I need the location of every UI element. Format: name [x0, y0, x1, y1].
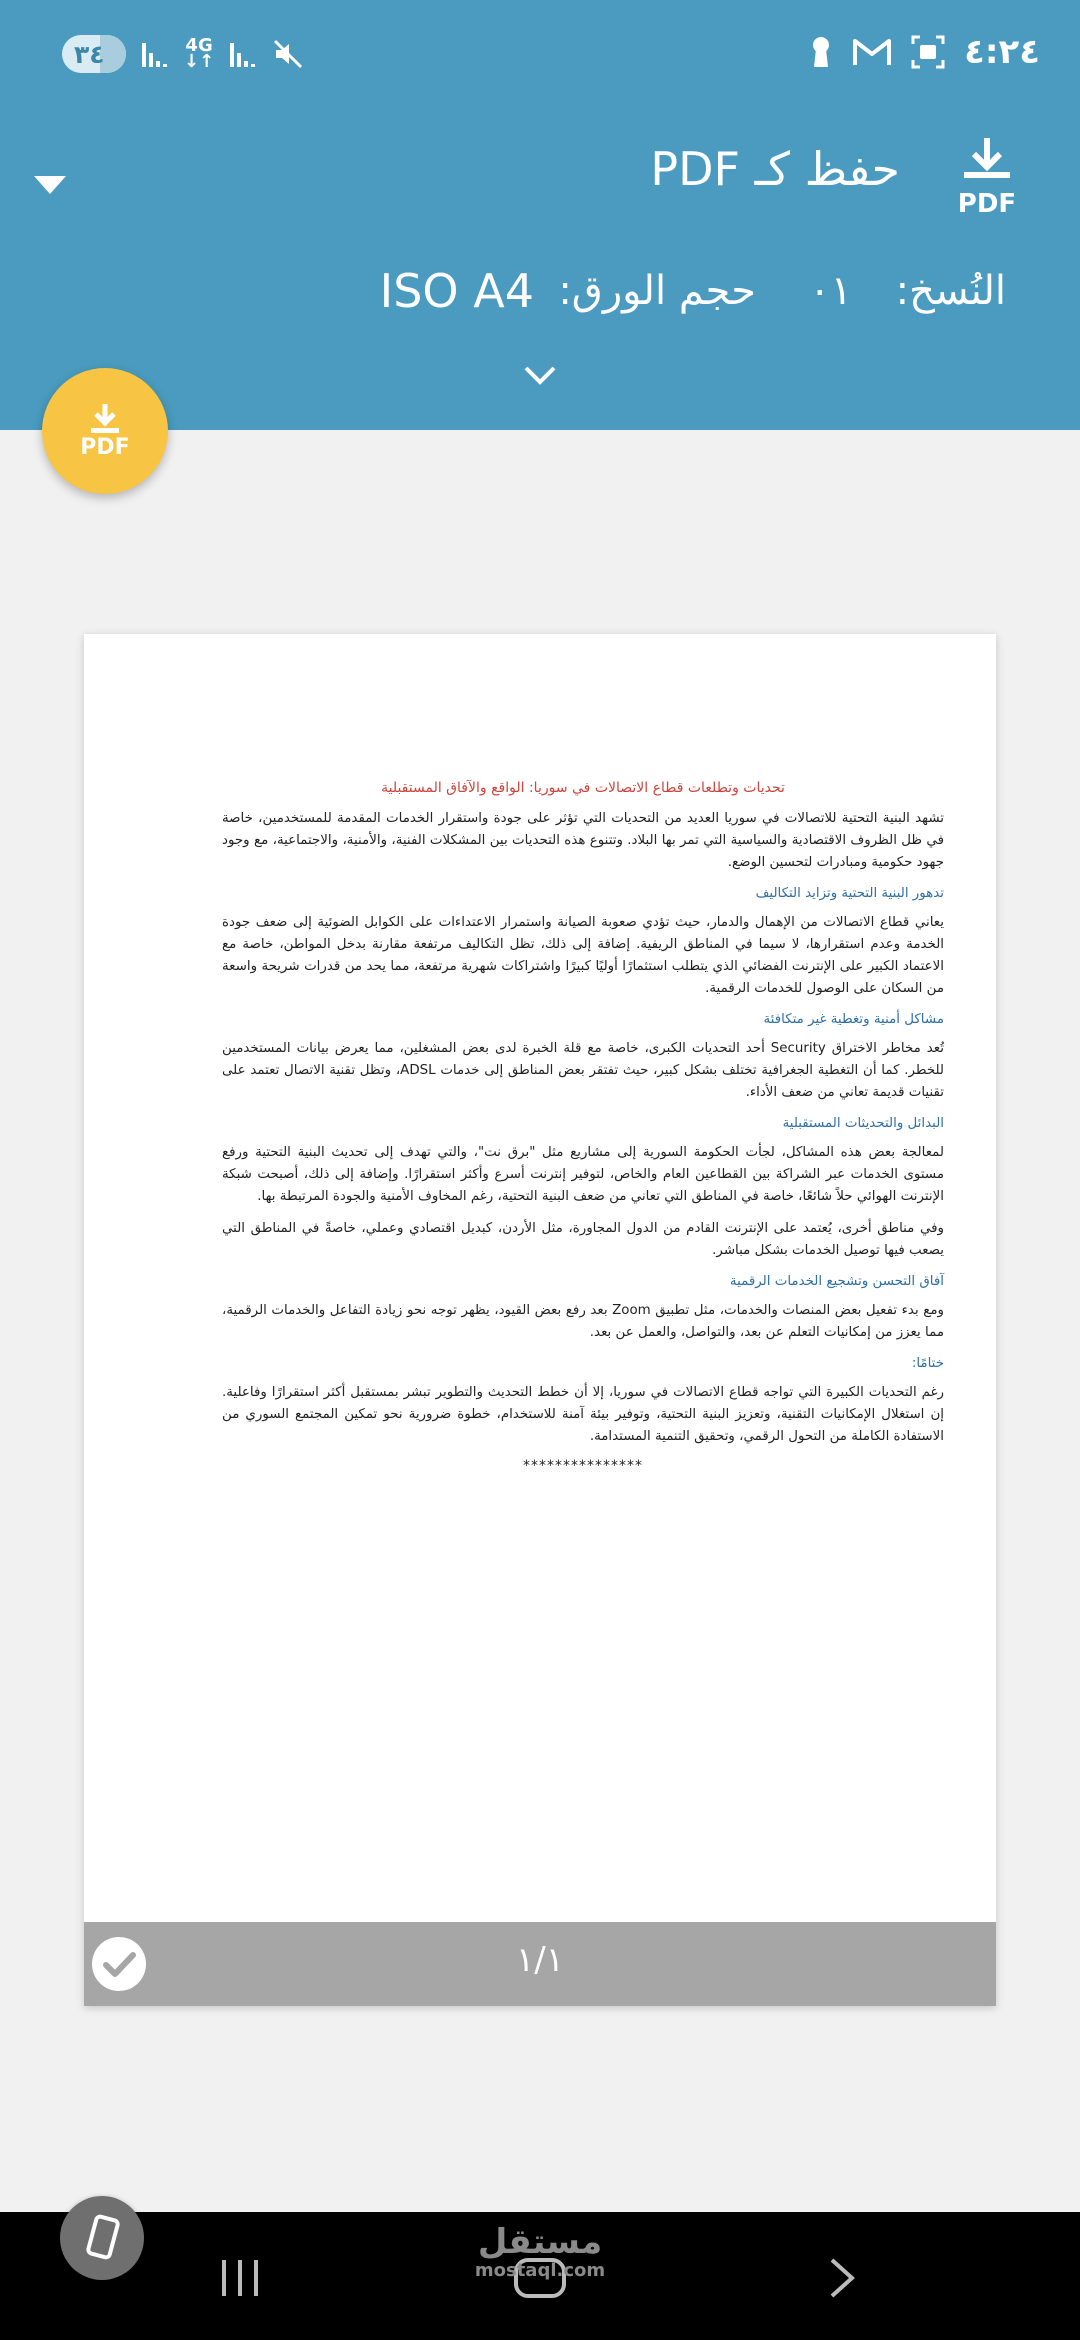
screenshot-icon	[910, 34, 946, 70]
paragraph-infrastructure: يعاني قطاع الاتصالات من الإهمال والدمار، حيث تؤدي صعوبة الصيانة واستمرار الاعتداءات على الكوابل الضوئية إلى ضعف جودة الخدمة وعدم استقرارها، لا سيما في المناطق الريفية. إضافة إلى ذلك، تظل التكاليف مرتفعة مقارنة بدخل المواطن، خاصة مع الاعتماد الكبير على الإنترنت الفضائي الذي يتطلب استثمارًا أوليًا كبيرًا واشتراكات شهرية مرتفعة، مما يحد من قدرات شريحة واسعة من السكان على الوصول للخدمات الرقمية.	[222, 915, 944, 996]
document-stars: ***************	[523, 1458, 643, 1474]
recents-icon[interactable]	[218, 2258, 262, 2298]
keyhole-icon	[808, 35, 834, 69]
heading-digital-services: آفاق التحسن وتشجيع الخدمات الرقمية	[729, 1274, 944, 1289]
paragraph-conclusion: رغم التحديات الكبيرة التي تواجه قطاع الاتصالات في سوريا، إلا أن خطط التحديث والتطوير تبشر بمستقبل أكثر استقرارًا وفاعلية. إن استغلال الإمكانيات التقنية، وتعزيز البنية التحتية، وتوفير بيئة آمنة للاستخدام، خطوة ضرورية نحو تمكين المجتمع السوري من الاستفادة الكاملة من التحول الرقمي، وتحقيق التنمية المستدامة.	[222, 1385, 944, 1444]
back-icon[interactable]	[828, 2256, 858, 2300]
heading-security: مشاكل أمنية وتغطية غير متكافئة	[763, 1012, 944, 1027]
download-icon	[85, 402, 125, 436]
fab-label: PDF	[80, 435, 130, 460]
page-counter: ١/١	[516, 1940, 564, 1980]
battery-indicator	[62, 35, 126, 73]
status-bar	[0, 0, 1080, 92]
heading-conclusion: ختامًا:	[911, 1356, 944, 1371]
copies-value[interactable]: ٠١	[809, 268, 852, 314]
watermark-latin: mostaql.com	[474, 2260, 606, 2281]
paper-size-label: حجم الورق:	[558, 268, 756, 314]
rotate-screen-button[interactable]	[60, 2196, 144, 2280]
heading-alternatives: البدائل والتحديثات المستقبلية	[782, 1116, 944, 1131]
expand-options-chevron-icon[interactable]	[522, 364, 558, 388]
paragraph-digital-services: ومع بدء تفعيل بعض المنصات والخدمات، مثل تطبيق Zoom بعد رفع بعض القيود، يظهر توجه نحو زيادة التفاعل والخدمات الرقمية، مما يعزز من إمكانيات التعلم عن بعد، والتواصل، والعمل عن بعد.	[222, 1303, 944, 1340]
signal-icon-2	[228, 39, 258, 69]
mute-icon	[272, 38, 304, 70]
pdf-icon-text: PDF	[957, 189, 1017, 218]
battery-level: ٣٤	[74, 39, 105, 69]
signal-icon	[140, 39, 170, 69]
save-pdf-fab[interactable]	[42, 368, 168, 494]
status-right-group	[808, 30, 1040, 74]
clock: ٤:٢٤	[964, 32, 1040, 72]
document-content	[222, 780, 944, 1474]
paragraph-neighbors: وفي مناطق أخرى، يُعتمد على الإنترنت القادم من الدول المجاورة، مثل الأردن، كبديل اقتصادي وعملي، خاصةً في المناطق التي يصعب فيها توصيل الخدمات بشكل مباشر.	[222, 1221, 944, 1258]
status-left-group	[62, 34, 304, 74]
printer-select-title[interactable]: حفظ كـ PDF	[650, 142, 900, 196]
phone-rotate-icon	[60, 2196, 144, 2280]
paper-size-value[interactable]: ISO A4	[379, 264, 534, 318]
paragraph-intro: تشهد البنية التحتية للاتصالات في سوريا العديد من التحديات التي تؤثر على جودة واستقرار الخدمات المقدمة للمستخدمين، خاصة في ظل الظروف الاقتصادية والسياسية التي تمر بها البلاد. وتتنوع هذه التحديات بين المشكلات الفنية، والأمنية، والاجتماعية، مع وجود جهود حكومية ومبادرات لتحسين الوضع.	[222, 811, 944, 870]
printer-dropdown-arrow-icon[interactable]	[32, 170, 68, 200]
copies-label: النُسخ:	[895, 268, 1006, 314]
watermark-arabic: مستقل	[477, 2222, 603, 2262]
paragraph-security: تُعد مخاطر الاختراق Security أحد التحديات الكبرى، خاصة مع قلة الخبرة لدى بعض المشغلين، مما يعرض بيانات المستخدمين للخطر. كما أن التغطية الجغرافية تختلف بشكل كبير، حيث تفتقر بعض المناطق إلى خدمات ADSL، وتظل تقنية الاتصال تعتمد على تقنيات قديمة تعاني من ضعف الأداء.	[222, 1041, 944, 1100]
paragraph-alternatives: لمعالجة بعض هذه المشاكل، لجأت الحكومة السورية إلى مشاريع مثل "برق نت"، والتي تهدف إلى تحديث البنية التحتية ورفع مستوى الخدمات عبر الشراكة بين القطاعين العام والخاص، لتوفير إنترنت أسرع وأكثر استقرارًا. وإضافة إلى ذلك، أصبحت شبكة الإنترنت الهوائي حلاً شائعًا، خاصة في المناطق التي تعاني من ضعف البنية التحتية، رغم المخاوف الأمنية والجودة المرتبطة بها.	[222, 1145, 944, 1204]
page-preview[interactable]	[84, 634, 996, 2006]
network-type-icon: 4G ↓↑	[184, 34, 215, 72]
gmail-icon	[852, 37, 892, 67]
pdf-download-icon[interactable]	[954, 136, 1020, 218]
page-footer-bar	[84, 1922, 996, 2006]
print-options-header	[0, 92, 1080, 430]
watermark	[470, 2224, 610, 2281]
heading-infrastructure: تدهور البنية التحتية وتزايد التكاليف	[755, 886, 944, 901]
document-title: تحديات وتطلعات قطاع الاتصالات في سوريا: الواقع والآفاق المستقبلية	[381, 780, 785, 796]
